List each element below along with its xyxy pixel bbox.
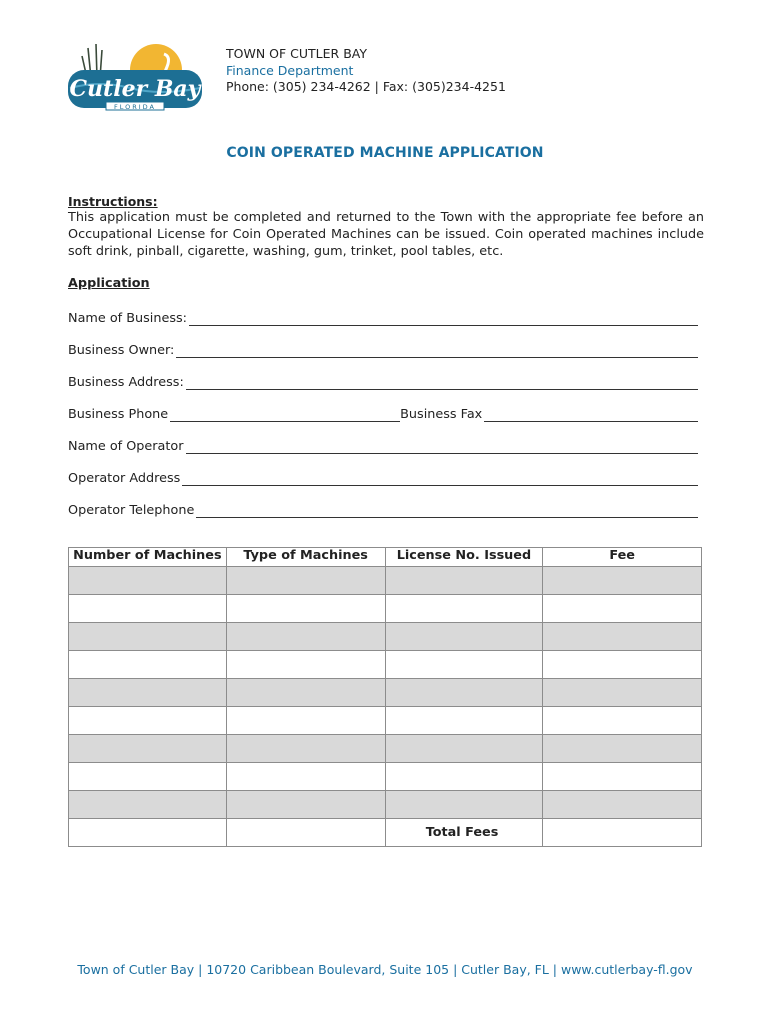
- business-fax-input[interactable]: [484, 408, 698, 422]
- table-cell[interactable]: [69, 735, 227, 763]
- page-title: COIN OPERATED MACHINE APPLICATION: [226, 145, 544, 161]
- name-of-business-label: Name of Business:: [68, 311, 187, 326]
- cutler-bay-logo: [68, 40, 202, 118]
- table-cell[interactable]: [543, 567, 702, 595]
- business-fax-label: Business Fax: [400, 407, 483, 422]
- instructions-text: This application must be completed and returned to the Town with the appropriate fee before an Occupational License for Coin Operated Machines can be issued. Coin operated machines include soft drink, pinball, cigarette, washing, gum, trinket, pool tables, etc.: [68, 210, 704, 259]
- table-cell[interactable]: [226, 567, 385, 595]
- table-row: [69, 679, 702, 707]
- table-cell[interactable]: [69, 651, 227, 679]
- table-cell[interactable]: [226, 651, 385, 679]
- name-of-operator-input[interactable]: [186, 440, 698, 454]
- table-cell[interactable]: [543, 595, 702, 623]
- logo-subtext: FLORIDA: [113, 103, 157, 111]
- operator-address-input[interactable]: [182, 472, 698, 486]
- table-cell[interactable]: [226, 791, 385, 819]
- operator-telephone-field: [68, 500, 698, 518]
- table-row: [69, 735, 702, 763]
- machines-table: [68, 547, 702, 847]
- operator-telephone-label: Operator Telephone: [68, 503, 195, 518]
- table-row: [69, 595, 702, 623]
- table-header-row: [69, 548, 702, 567]
- table-cell[interactable]: [385, 763, 543, 791]
- table-cell[interactable]: [69, 567, 227, 595]
- table-cell[interactable]: [543, 763, 702, 791]
- table-row: [69, 623, 702, 651]
- table-cell[interactable]: [226, 707, 385, 735]
- business-phone-input[interactable]: [170, 408, 400, 422]
- business-owner-label: Business Owner:: [68, 343, 175, 358]
- table-row: [69, 567, 702, 595]
- business-owner-field: [68, 340, 698, 358]
- table-cell[interactable]: [226, 595, 385, 623]
- table-cell[interactable]: [226, 763, 385, 791]
- footer-address: Town of Cutler Bay | 10720 Caribbean Boulevard, Suite 105 | Cutler Bay, FL | www.cutlerbay-fl.gov: [77, 962, 693, 977]
- table-row: [69, 707, 702, 735]
- table-cell[interactable]: [226, 679, 385, 707]
- name-of-business-input[interactable]: [189, 312, 698, 326]
- name-of-operator-label: Name of Operator: [68, 439, 184, 454]
- operator-address-field: [68, 468, 698, 486]
- instructions-heading: Instructions:: [68, 194, 158, 209]
- business-address-input[interactable]: [186, 376, 698, 390]
- table-cell[interactable]: [69, 679, 227, 707]
- table-cell[interactable]: [69, 707, 227, 735]
- table-cell[interactable]: [226, 735, 385, 763]
- column-header: Type of Machines: [226, 548, 385, 567]
- table-cell[interactable]: [385, 735, 543, 763]
- table-cell[interactable]: [543, 791, 702, 819]
- town-name: TOWN OF CUTLER BAY: [226, 46, 367, 61]
- column-header: Fee: [543, 548, 702, 567]
- business-phone-label: Business Phone: [68, 407, 169, 422]
- letterhead: [226, 46, 506, 96]
- table-cell[interactable]: [226, 819, 385, 847]
- table-cell[interactable]: [543, 707, 702, 735]
- table-cell[interactable]: [385, 791, 543, 819]
- table-cell[interactable]: [543, 679, 702, 707]
- business-address-field: [68, 372, 698, 390]
- table-cell[interactable]: [69, 819, 227, 847]
- column-header: License No. Issued: [385, 548, 543, 567]
- total-row: [69, 819, 702, 847]
- table-row: [69, 651, 702, 679]
- table-cell[interactable]: [385, 679, 543, 707]
- table-cell[interactable]: [226, 623, 385, 651]
- table-cell[interactable]: [69, 595, 227, 623]
- table-cell[interactable]: [69, 763, 227, 791]
- contact-info: Phone: (305) 234-4262 | Fax: (305)234-4251: [226, 79, 506, 94]
- column-header: Number of Machines: [69, 548, 227, 567]
- business-phone-fax-field: [68, 404, 698, 422]
- total-fees-label: Total Fees: [385, 819, 543, 847]
- name-of-operator-field: [68, 436, 698, 454]
- table-cell[interactable]: [385, 707, 543, 735]
- table-cell[interactable]: [385, 651, 543, 679]
- logo-text: Cutler Bay: [69, 76, 201, 102]
- business-address-label: Business Address:: [68, 375, 184, 390]
- table-cell[interactable]: [385, 567, 543, 595]
- table-row: [69, 791, 702, 819]
- business-owner-input[interactable]: [176, 344, 698, 358]
- table-cell[interactable]: [385, 623, 543, 651]
- department-name: Finance Department: [226, 62, 354, 78]
- table-cell[interactable]: [543, 623, 702, 651]
- operator-telephone-input[interactable]: [196, 504, 698, 518]
- table-cell[interactable]: [543, 735, 702, 763]
- table-cell[interactable]: [543, 651, 702, 679]
- table-cell[interactable]: [385, 595, 543, 623]
- operator-address-label: Operator Address: [68, 471, 181, 486]
- application-heading: Application: [68, 276, 150, 291]
- table-cell[interactable]: [69, 791, 227, 819]
- total-fees-input[interactable]: [543, 819, 702, 847]
- table-row: [69, 763, 702, 791]
- name-of-business-field: [68, 308, 698, 326]
- table-cell[interactable]: [69, 623, 227, 651]
